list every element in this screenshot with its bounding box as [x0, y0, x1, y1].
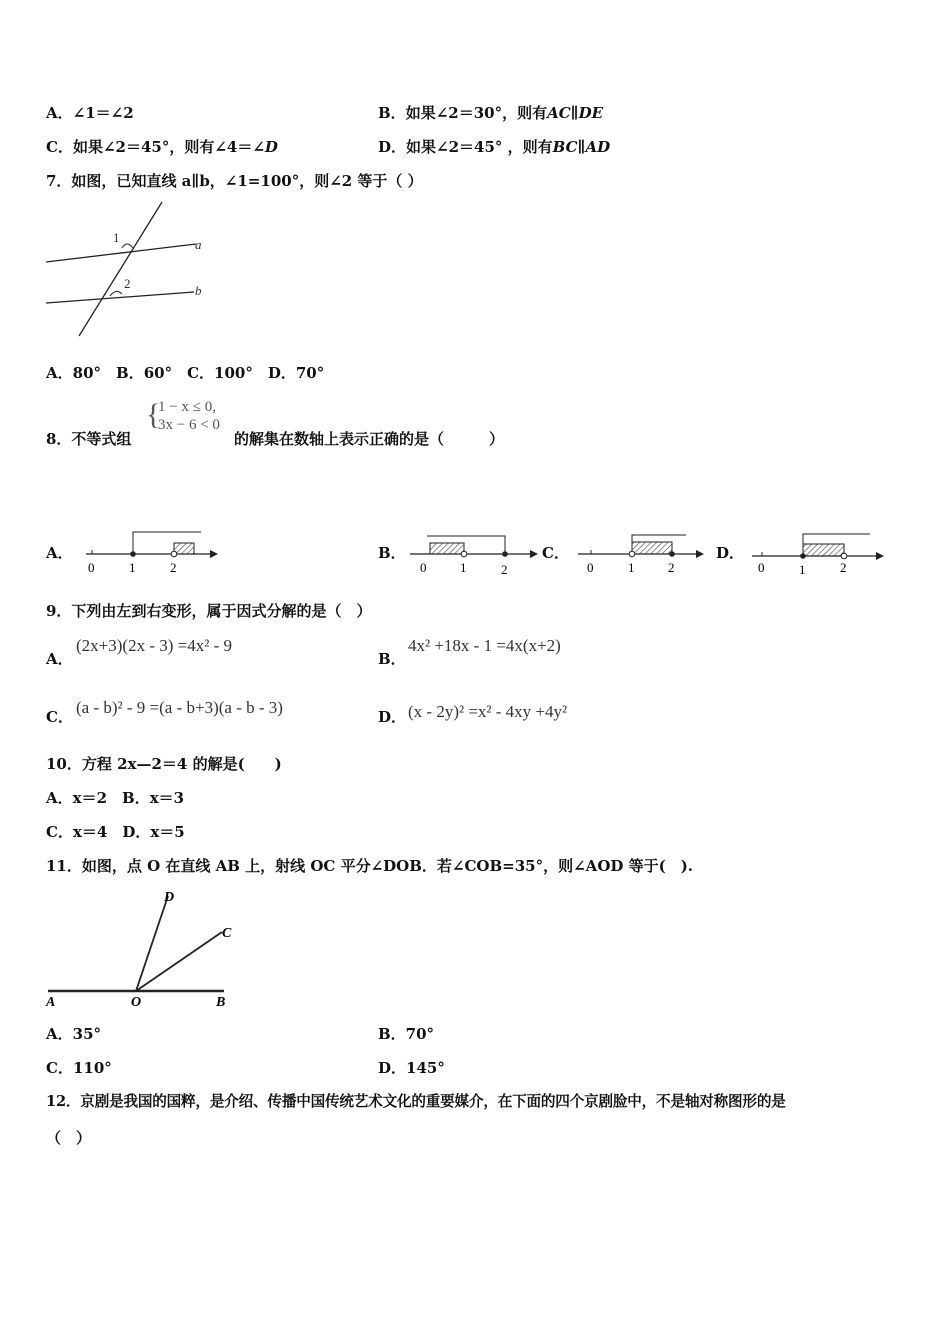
q6-option-b: B．如果∠2＝30°，则有AC∥DE	[378, 104, 604, 122]
q10-options-line-2: C．x＝4 D．x＝5	[46, 823, 185, 841]
q9-option-d-label: D．	[378, 708, 407, 726]
svg-text:2: 2	[668, 560, 675, 575]
q9-option-b-label: B．	[378, 650, 406, 668]
q8-stem-pre: 8．不等式组	[46, 430, 132, 448]
svg-text:0: 0	[587, 560, 594, 575]
svg-text:1: 1	[628, 560, 635, 575]
q9-option-c-label: C．	[46, 708, 73, 726]
q11-option-c: C．110°	[46, 1059, 112, 1077]
q11-point-a-label: A	[46, 995, 56, 1010]
q7-options: A．80° B．60° C．100° D．70°	[46, 364, 325, 382]
q9-stem: 9．下列由左到右变形，属于因式分解的是（ ）	[46, 602, 372, 620]
svg-text:2: 2	[840, 560, 847, 575]
q8-option-c-number-line	[578, 530, 708, 576]
q10-options-line-1: A．x＝2 B．x＝3	[46, 789, 185, 807]
q8-stem-post: 的解集在数轴上表示正确的是（ ）	[234, 430, 505, 448]
q6-option-a: A．∠1＝∠2	[46, 104, 134, 122]
q8-option-d-number-line	[752, 530, 892, 576]
q9-option-a-expr: (2x+3)(2x - 3) =4x² - 9	[76, 636, 232, 655]
q7-angle-1-label: 1	[113, 230, 120, 245]
q6-option-c: C．如果∠2＝45°，则有∠4＝∠D	[46, 138, 278, 156]
q11-point-d-label: D	[164, 890, 175, 905]
svg-text:0: 0	[420, 560, 427, 575]
q11-option-a: A．35°	[46, 1025, 102, 1043]
q8-option-d-label: D．	[716, 544, 745, 562]
q8-inequality-1: 1 − x ≤ 0,	[158, 399, 216, 415]
q7-line-b-label: b	[195, 283, 202, 298]
q8-option-b-number-line	[410, 530, 540, 576]
q11-point-b-label: B	[216, 995, 226, 1010]
svg-text:1: 1	[460, 560, 467, 575]
q8-inequality-2: 3x − 6 < 0	[158, 417, 220, 433]
q8-option-c-label: C．	[542, 544, 569, 562]
q7-angle-2-label: 2	[124, 276, 131, 291]
svg-text:0: 0	[88, 560, 95, 575]
q8-option-a-label: A．	[46, 544, 73, 562]
q8-option-a-number-line	[86, 530, 226, 576]
svg-text:1: 1	[799, 562, 806, 577]
svg-text:0: 0	[758, 560, 765, 575]
q6-option-d: D．如果∠2＝45° ，则有BC∥AD	[378, 138, 611, 156]
q9-option-d-expr: (x - 2y)² =x² - 4xy +4y²	[408, 702, 568, 721]
svg-text:2: 2	[501, 562, 508, 577]
q7-stem: 7．如图，已知直线 a∥b，∠1=100°，则∠2 等于（ ）	[46, 172, 423, 190]
q11-option-b: B．70°	[378, 1025, 435, 1043]
q8-inequality-system: { 1 − x ≤ 0, 3x − 6 < 0	[146, 398, 220, 433]
q7-line-a-label: a	[195, 237, 202, 252]
q9-option-a-label: A．	[46, 650, 73, 668]
q11-point-c-label: C	[222, 926, 232, 941]
svg-text:1: 1	[129, 560, 136, 575]
q11-angle-figure	[44, 886, 244, 1010]
q12-answer-paren: （ ）	[46, 1129, 92, 1147]
q10-stem: 10．方程 2x—2＝4 的解是( )	[46, 755, 282, 773]
q11-point-o-label: O	[131, 995, 142, 1010]
q12-stem: 12．京剧是我国的国粹，是介绍、传播中国传统艺术文化的重要媒介，在下面的四个京剧脸中，不是轴对称图形的是	[46, 1093, 786, 1110]
q9-option-c-expr: (a - b)² - 9 =(a - b+3)(a - b - 3)	[76, 698, 283, 717]
svg-text:2: 2	[170, 560, 177, 575]
q7-parallel-lines-figure	[44, 200, 214, 340]
q11-stem: 11．如图，点 O 在直线 AB 上，射线 OC 平分∠DOB．若∠COB=35°，则∠AOD 等于( ).	[46, 857, 694, 875]
q11-option-d: D．145°	[378, 1059, 445, 1077]
q9-option-b-expr: 4x² +18x - 1 =4x(x+2)	[408, 636, 561, 655]
q8-option-b-label: B．	[378, 544, 406, 562]
